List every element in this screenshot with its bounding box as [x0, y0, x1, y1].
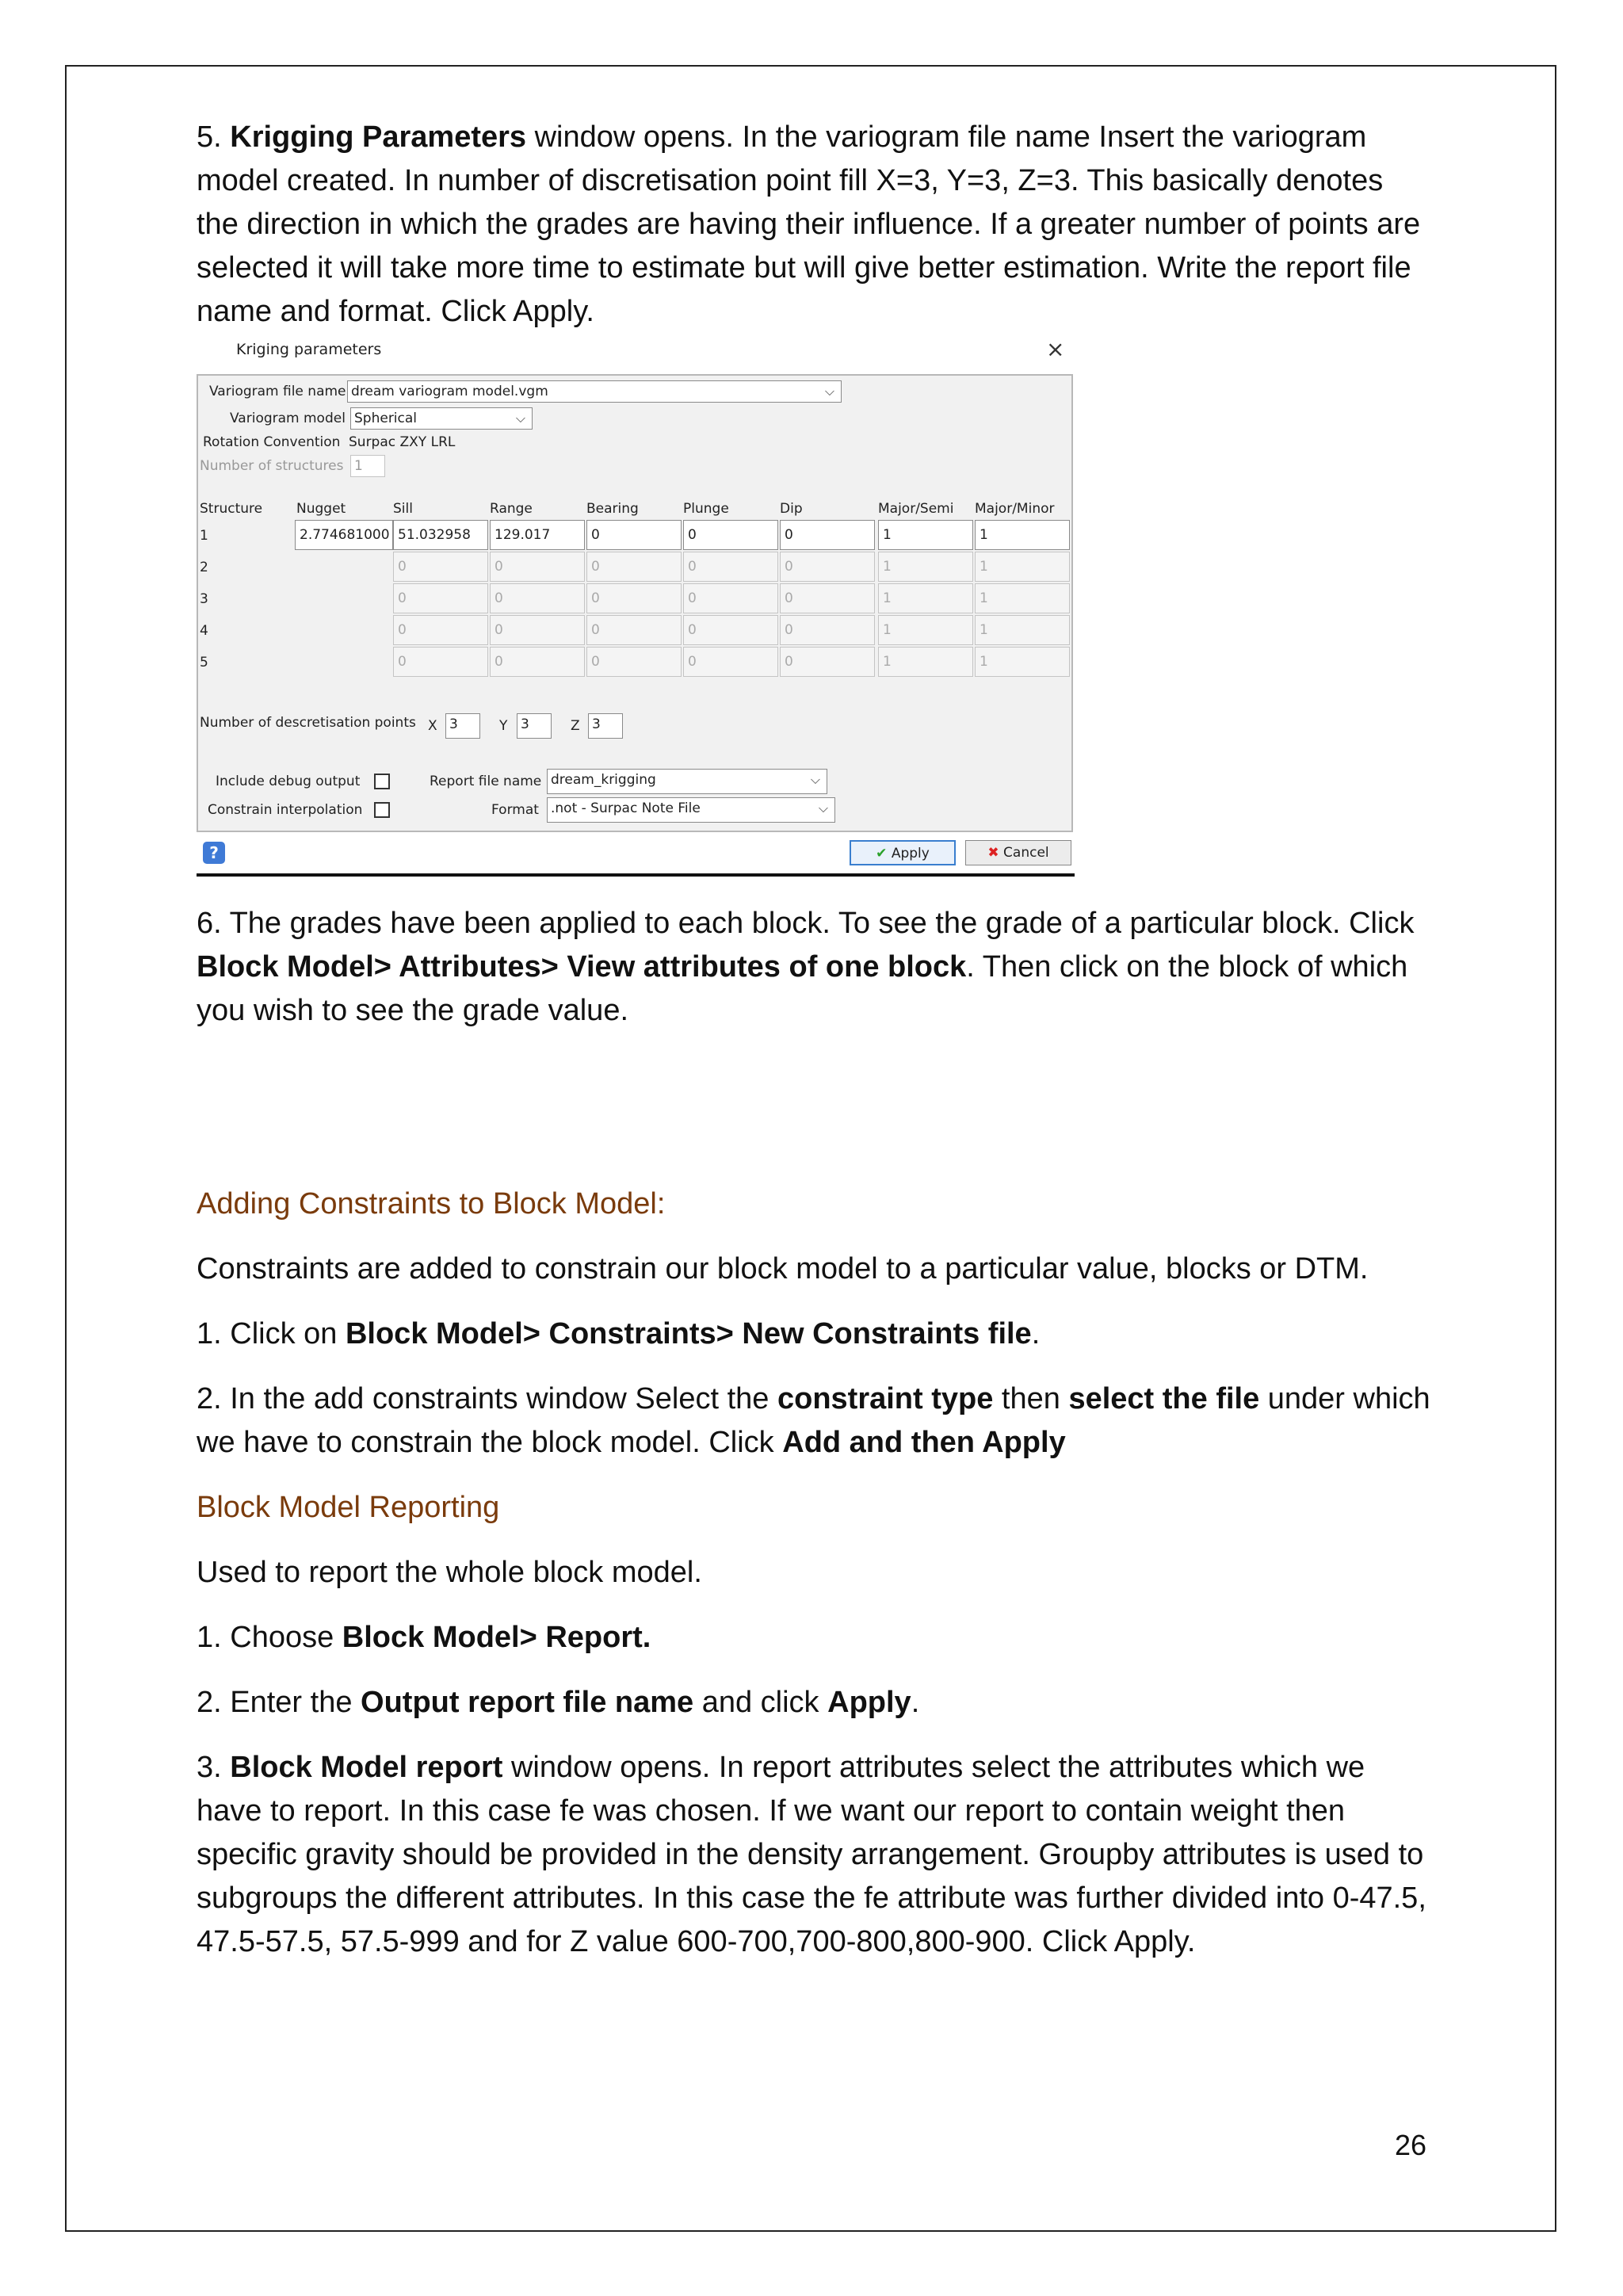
table-cell[interactable]: 0	[683, 615, 778, 645]
table-cell[interactable]: 1	[975, 615, 1070, 645]
chevron-down-icon: ⌵	[824, 384, 834, 399]
report-file-name-label: Report file name	[430, 774, 542, 789]
variogram-model-dropdown[interactable]: Spherical ⌵	[350, 407, 533, 430]
help-icon[interactable]: ?	[203, 842, 225, 864]
table-cell[interactable]: 1	[975, 552, 1070, 582]
chevron-down-icon: ⌵	[818, 800, 828, 816]
report-file-name-dropdown[interactable]: dream_krigging ⌵	[547, 769, 827, 794]
format-dropdown[interactable]: .not - Surpac Note File ⌵	[547, 797, 835, 823]
table-cell[interactable]: 0	[780, 615, 875, 645]
table-cell[interactable]: 0	[393, 615, 488, 645]
chevron-down-icon: ⌵	[515, 411, 525, 426]
column-header-sill: Sill	[393, 501, 413, 517]
table-cell[interactable]: 0	[780, 647, 875, 677]
y-label: Y	[499, 718, 508, 734]
table-cell[interactable]: 0	[780, 583, 875, 613]
discretisation-label: Number of descretisation points	[200, 715, 416, 731]
constraints-step1: 1. Click on Block Model> Constraints> New Constraints file.	[197, 1317, 1041, 1350]
table-cell[interactable]: 0	[586, 615, 682, 645]
table-cell[interactable]: 1	[975, 583, 1070, 613]
rotation-convention-value: Surpac ZXY LRL	[349, 434, 456, 450]
nugget-input[interactable]: 2.774681000	[295, 520, 393, 550]
column-header-major-minor: Major/Minor	[975, 501, 1055, 517]
step5-paragraph: 5. Krigging Parameters window opens. In the variogram file name Insert the variogram model created. In number of discretisation point fill X=3, Y=3, Z=3. This basically denotes the direction in which the grades are having their influence. If a greater number of points are selected it will take more time to estimate but will give better estimation. Write the report file name and format. Click Apply.	[197, 120, 1421, 328]
reporting-intro: Used to report the whole block model.	[197, 1556, 702, 1589]
row-label: 1	[200, 528, 208, 544]
table-cell[interactable]: 0	[586, 520, 682, 550]
table-cell[interactable]: 0	[490, 583, 585, 613]
chevron-down-icon: ⌵	[810, 772, 820, 787]
row-label: 3	[200, 591, 208, 607]
x-points-input[interactable]: 3	[445, 713, 480, 739]
checkmark-icon: ✔	[876, 846, 888, 861]
debug-output-label: Include debug output	[216, 774, 361, 789]
table-cell[interactable]: 0	[393, 552, 488, 582]
variogram-file-dropdown[interactable]: dream variogram model.vgm ⌵	[347, 380, 842, 403]
table-cell[interactable]: 1	[975, 647, 1070, 677]
rotation-convention-label: Rotation Convention	[203, 434, 341, 450]
column-header-range: Range	[490, 501, 533, 517]
constrain-interpolation-checkbox[interactable]	[374, 802, 390, 818]
z-points-input[interactable]: 3	[588, 713, 623, 739]
table-cell[interactable]: 1	[878, 647, 973, 677]
column-header-major-semi: Major/Semi	[878, 501, 954, 517]
table-cell[interactable]: 0	[683, 520, 778, 550]
column-header-nugget: Nugget	[296, 501, 346, 517]
table-cell[interactable]: 1	[878, 520, 973, 550]
reporting-step1: 1. Choose Block Model> Report.	[197, 1621, 651, 1654]
dialog-body	[197, 374, 1073, 832]
table-cell[interactable]: 0	[780, 520, 875, 550]
table-cell[interactable]: 0	[683, 647, 778, 677]
table-cell[interactable]: 1	[878, 552, 973, 582]
table-cell[interactable]: 0	[393, 583, 488, 613]
dialog-title: Kriging parameters	[236, 341, 382, 358]
table-cell[interactable]: 0	[586, 552, 682, 582]
table-cell[interactable]: 129.017	[490, 520, 585, 550]
number-of-structures-label: Number of structures	[200, 458, 344, 474]
column-header-plunge: Plunge	[683, 501, 729, 517]
table-cell[interactable]: 0	[683, 552, 778, 582]
close-icon[interactable]: ×	[1046, 336, 1065, 362]
constrain-interpolation-label: Constrain interpolation	[208, 802, 363, 818]
kriging-parameters-dialog	[197, 331, 1075, 877]
divider	[197, 873, 1075, 877]
table-cell[interactable]: 0	[393, 647, 488, 677]
apply-button[interactable]: ✔ Apply	[850, 840, 956, 865]
table-cell[interactable]: 1	[878, 615, 973, 645]
page-number: 26	[1395, 2129, 1427, 2161]
table-cell[interactable]: 0	[490, 552, 585, 582]
row-label: 5	[200, 655, 208, 670]
constraints-intro: Constraints are added to constrain our block model to a particular value, blocks or DTM.	[197, 1252, 1369, 1286]
cancel-button[interactable]: ✖ Cancel	[965, 840, 1071, 865]
table-cell[interactable]: 1	[975, 520, 1070, 550]
constraints-heading: Adding Constraints to Block Model:	[197, 1187, 666, 1221]
table-cell[interactable]: 0	[780, 552, 875, 582]
column-header-dip: Dip	[780, 501, 803, 517]
reporting-heading: Block Model Reporting	[197, 1491, 500, 1524]
number-of-structures-input[interactable]: 1	[350, 455, 385, 477]
x-label: X	[428, 718, 437, 734]
step6-paragraph: 6. The grades have been applied to each block. To see the grade of a particular block. Click Block Model> Attributes> View attributes of one block. Then click on the block of which you wish to see the grade value.	[197, 907, 1415, 1027]
reporting-step2: 2. Enter the Output report file name and click Apply.	[197, 1686, 920, 1719]
table-cell[interactable]: 0	[490, 647, 585, 677]
cancel-x-icon: ✖	[987, 845, 999, 861]
column-header-bearing: Bearing	[586, 501, 639, 517]
table-cell[interactable]: 0	[586, 647, 682, 677]
row-label: 4	[200, 623, 208, 639]
column-header-structure: Structure	[200, 501, 263, 517]
z-label: Z	[571, 718, 580, 734]
table-cell[interactable]: 51.032958	[393, 520, 488, 550]
table-cell[interactable]: 0	[586, 583, 682, 613]
table-cell[interactable]: 0	[490, 615, 585, 645]
format-label: Format	[491, 802, 539, 818]
table-cell[interactable]: 0	[683, 583, 778, 613]
debug-output-checkbox[interactable]	[374, 774, 390, 789]
constraints-step2: 2. In the add constraints window Select the constraint type then select the file under which we have to constrain the block model. Click Add and then Apply	[197, 1382, 1430, 1459]
variogram-model-label: Variogram model	[230, 411, 346, 426]
y-points-input[interactable]: 3	[517, 713, 552, 739]
row-label: 2	[200, 560, 208, 575]
variogram-file-label: Variogram file name	[209, 384, 346, 399]
table-cell[interactable]: 1	[878, 583, 973, 613]
reporting-step3: 3. Block Model report window opens. In report attributes select the attributes which we have to report. In this case fe was chosen. If we want our report to contain weight then specific gravity should be provided in the density arrangement. Groupby attributes is used to subgroups the different attributes. In this case the fe attribute was further divided into 0-47.5, 47.5-57.5, 57.5-999 and for Z value 600-700,700-800,800-900. Click Apply.	[197, 1751, 1426, 1958]
